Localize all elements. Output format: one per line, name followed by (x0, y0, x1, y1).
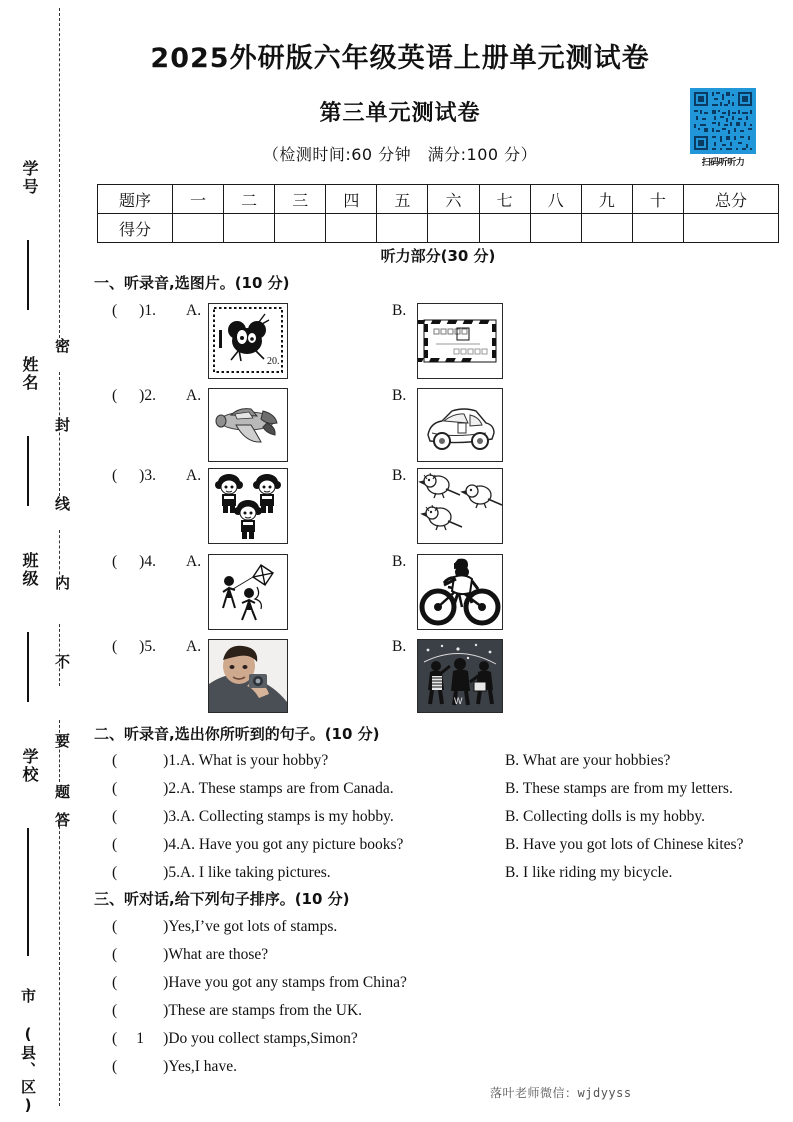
option-b-s2-2[interactable]: B. These stamps are from my letters. (504, 780, 733, 797)
seal-line-dash-2 (59, 372, 60, 496)
answer-bracket-s1-2[interactable]: ( )2. (112, 387, 156, 404)
table-row-header (98, 185, 779, 214)
option-b-label-s1-2: B. (392, 387, 407, 404)
answer-bracket-s3-2[interactable]: ( ) (112, 946, 169, 963)
sentence-s3-6: Yes,I have. (168, 1058, 237, 1075)
listening-part-title: 听力部分(30 分) (380, 247, 496, 265)
option-a-s2-5[interactable]: A. I like taking pictures. (179, 864, 331, 881)
score-table-col-1: 二 (224, 185, 275, 214)
option-b-label-s1-3: B. (392, 467, 407, 484)
answer-bracket-s1-4[interactable]: ( )4. (112, 553, 156, 570)
score-cell-2[interactable] (275, 214, 326, 243)
seal-char-7: 题 (53, 784, 71, 799)
score-table (97, 184, 779, 243)
score-table-col-5: 六 (428, 185, 479, 214)
seal-field-class: 班级 (20, 552, 39, 588)
seal-line-dash-bottom (59, 816, 60, 1106)
qr-code-label: 扫码听听力 (701, 158, 745, 168)
item-number-s2-1: 1. (168, 752, 180, 769)
score-table-col-7: 八 (530, 185, 581, 214)
score-cell-5[interactable] (428, 214, 479, 243)
list-item (112, 780, 782, 798)
boy-taking-pictures-photo (208, 639, 288, 713)
score-table-row-label-0: 题序 (98, 185, 173, 214)
list-item (112, 974, 407, 992)
option-b-label-s1-1: B. (392, 302, 407, 319)
option-b-s2-5[interactable]: B. I like riding my bicycle. (504, 864, 673, 881)
item-number-s2-3: 3. (168, 808, 180, 825)
seal-char-0: 密 (53, 338, 71, 353)
option-a-label-s1-3: A. (186, 467, 202, 484)
exam-info: （检测时间:60 分钟 满分:100 分） (262, 145, 538, 164)
option-a-label-s1-4: A. (186, 553, 202, 570)
item-number-s2-5: 5. (168, 864, 180, 881)
score-cell-6[interactable] (479, 214, 530, 243)
option-b-label-s1-5: B. (392, 638, 407, 655)
option-a-s2-3[interactable]: A. Collecting stamps is my hobby. (179, 808, 394, 825)
envelope-letter-image (417, 303, 503, 379)
sentence-s3-4: These are stamps from the UK. (168, 1002, 363, 1019)
sentence-s3-5: Do you collect stamps,Simon? (168, 1030, 358, 1047)
section1-heading: 一、听录音,选图片。(10 分) (94, 274, 290, 292)
qr-code-block (687, 88, 759, 168)
toy-plane-image (208, 388, 288, 462)
seal-line-dash-top (59, 8, 60, 338)
seal-char-2: 线 (53, 496, 71, 511)
score-table-col-3: 四 (326, 185, 377, 214)
option-a-s2-1[interactable]: A. What is your hobby? (179, 752, 329, 769)
score-cell-9[interactable] (632, 214, 683, 243)
score-table-col-6: 七 (479, 185, 530, 214)
list-item (112, 1030, 358, 1048)
score-table-col-total: 总分 (684, 185, 779, 214)
footer-wechat (490, 1084, 632, 1101)
stamp-mickey-image (208, 303, 288, 379)
toy-car-image (417, 388, 503, 462)
score-table-col-2: 三 (275, 185, 326, 214)
option-a-s2-4[interactable]: A. Have you got any picture books? (179, 836, 404, 853)
footer-wechat-handle: wjdyyss (577, 1086, 632, 1100)
list-item (112, 836, 782, 854)
score-table-col-0: 一 (173, 185, 224, 214)
score-table-col-8: 九 (581, 185, 632, 214)
sentence-s3-1: Yes,I’ve got lots of stamps. (168, 918, 338, 935)
option-b-label-s1-4: B. (392, 553, 407, 570)
sentence-s3-3: Have you got any stamps from China? (168, 974, 407, 991)
answer-bracket-s2-1[interactable]: ( ) (112, 752, 169, 769)
score-cell-total[interactable] (684, 214, 779, 243)
answer-bracket-s1-1[interactable]: ( )1. (112, 302, 156, 319)
seal-char-1: 封 (53, 417, 71, 432)
seal-field-name: 姓名 (20, 356, 39, 392)
score-cell-8[interactable] (581, 214, 632, 243)
birds-image (417, 468, 503, 544)
page-subtitle: 第三单元测试卷 (319, 101, 481, 126)
option-b-s2-3[interactable]: B. Collecting dolls is my hobby. (504, 808, 706, 825)
score-cell-4[interactable] (377, 214, 428, 243)
score-table-row-label-1: 得分 (98, 214, 173, 243)
answer-bracket-s2-2[interactable]: ( ) (112, 780, 169, 797)
item-number-s2-4: 4. (168, 836, 180, 853)
answer-bracket-s2-3[interactable]: ( ) (112, 808, 169, 825)
seal-field-student-id: 学号 (20, 160, 39, 196)
answer-bracket-s1-5[interactable]: ( )5. (112, 638, 156, 655)
score-table-col-4: 五 (377, 185, 428, 214)
option-a-s2-2[interactable]: A. These stamps are from Canada. (179, 780, 394, 797)
option-a-label-s1-1: A. (186, 302, 202, 319)
list-item (112, 864, 782, 882)
seal-margin (0, 0, 90, 1122)
answer-bracket-s3-5[interactable]: ( 1 ) (112, 1030, 169, 1047)
svg-text:W: W (454, 696, 463, 706)
riding-bicycle-image (417, 554, 503, 630)
seal-field-school: 学校 (20, 748, 39, 784)
seal-char-3: 内 (53, 575, 71, 590)
option-a-label-s1-5: A. (186, 638, 202, 655)
page-title: 2025外研版六年级英语上册单元测试卷 (150, 43, 650, 74)
seal-field-city: 市 (县、区) (19, 988, 37, 1116)
list-item (112, 1002, 362, 1020)
children-playing-music-image (417, 639, 503, 713)
answer-bracket-s3-1[interactable]: ( ) (112, 918, 169, 935)
answer-bracket-s3-6[interactable]: ( ) (112, 1058, 169, 1075)
list-item (112, 752, 782, 770)
list-item (112, 946, 268, 964)
score-cell-7[interactable] (530, 214, 581, 243)
dolls-image (208, 468, 288, 544)
item-number-s2-2: 2. (168, 780, 180, 797)
list-item (112, 808, 782, 826)
seal-char-6: 答 (53, 812, 71, 827)
list-item (112, 1058, 237, 1076)
section2-heading: 二、听录音,选出你所听到的句子。(10 分) (94, 725, 380, 743)
score-cell-3[interactable] (326, 214, 377, 243)
table-row-scores (98, 214, 779, 243)
svg-text:20.: 20. (267, 356, 280, 367)
score-cell-1[interactable] (224, 214, 275, 243)
footer-wechat-label: 落叶老师微信： (490, 1086, 578, 1100)
answer-bracket-s2-5[interactable]: ( ) (112, 864, 169, 881)
option-a-label-s1-2: A. (186, 387, 202, 404)
answer-bracket-s2-4[interactable]: ( ) (112, 836, 169, 853)
answer-bracket-s3-4[interactable]: ( ) (112, 1002, 169, 1019)
seal-char-4: 不 (53, 654, 71, 669)
seal-rule-1 (27, 240, 29, 310)
section3-heading: 三、听对话,给下列句子排序。(10 分) (94, 890, 350, 908)
flying-kite-image (208, 554, 288, 630)
score-cell-0[interactable] (173, 214, 224, 243)
score-table-col-9: 十 (632, 185, 683, 214)
seal-rule-2 (27, 436, 29, 506)
sentence-s3-2: What are those? (168, 946, 269, 963)
seal-line-dash-5 (59, 720, 60, 782)
seal-rule-4 (27, 828, 29, 956)
qr-code-icon[interactable] (690, 88, 756, 154)
answer-bracket-s1-3[interactable]: ( )3. (112, 467, 156, 484)
seal-char-5: 要 (53, 733, 71, 748)
answer-bracket-s3-3[interactable]: ( ) (112, 974, 169, 991)
option-b-s2-1[interactable]: B. What are your hobbies? (504, 752, 671, 769)
list-item (112, 918, 337, 936)
exam-sheet (90, 0, 793, 1122)
seal-rule-3 (27, 632, 29, 702)
option-b-s2-4[interactable]: B. Have you got lots of Chinese kites? (504, 836, 744, 853)
